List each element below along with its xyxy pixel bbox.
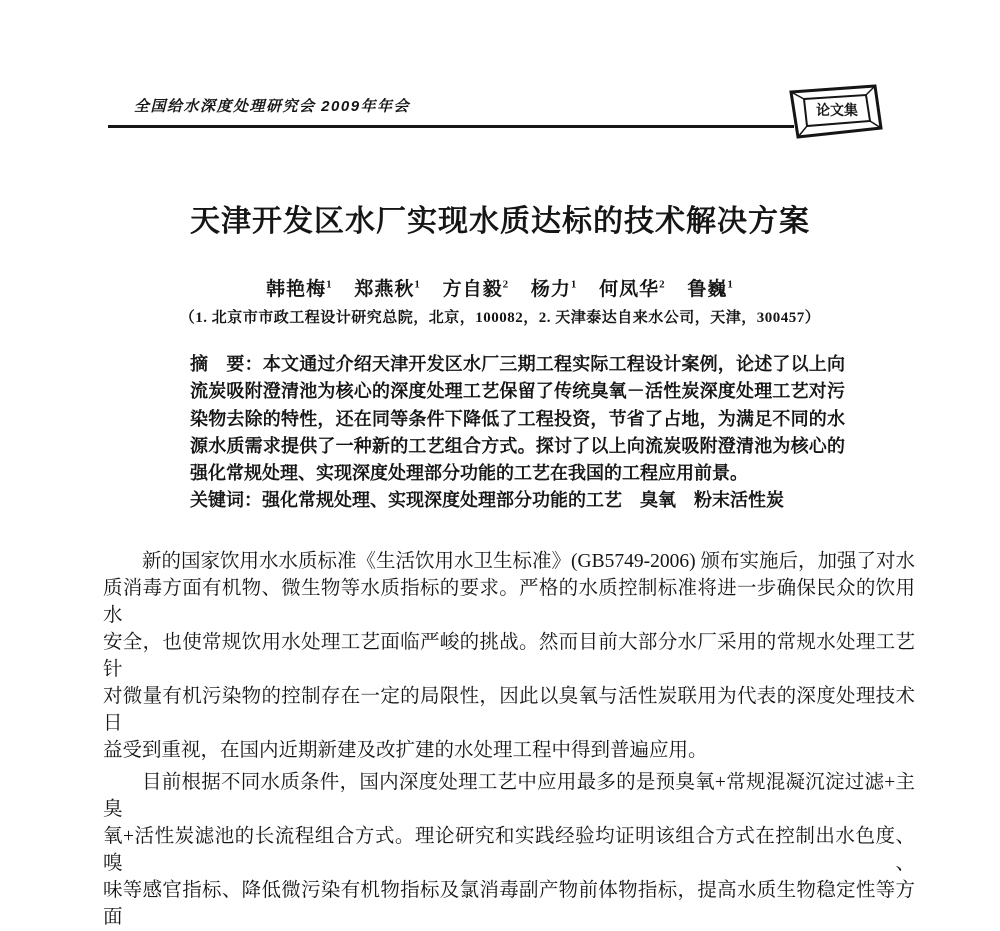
author-affil-sup: 1	[570, 278, 578, 291]
body-line: 质消毒方面有机物、微生物等水质指标的要求。严格的水质控制标准将进一步确保民众的饮用水	[103, 578, 915, 626]
body-line: 新的国家饮用水水质标准《生活饮用水卫生标准》(GB5749-2006) 颁布实施后，加强了对水	[142, 551, 915, 572]
affiliation-line: （1. 北京市市政工程设计研究总院，北京，100082，2. 天津泰达自来水公司，天津，300457）	[179, 310, 821, 326]
author-affil-sup: 1	[414, 278, 421, 291]
body-text	[103, 548, 915, 931]
body-line: 目前根据不同水质条件，国内深度处理工艺中应用最多的是预臭氧+常规混凝沉淀过滤+主臭	[103, 772, 915, 820]
abstract-line: 流炭吸附澄清池为核心的深度处理工艺保留了传统臭氧－活性炭深度处理工艺对污	[190, 381, 845, 402]
author-affil-sup: 2	[502, 278, 510, 291]
author-name: 韩艳梅	[266, 279, 327, 300]
author	[443, 279, 510, 300]
abstract-line: 源水质需求提供了一种新的工艺组合方式。探讨了以上向流炭吸附澄清池为核心的	[190, 435, 845, 456]
abstract-line: 强化常规处理、实现深度处理部分功能的工艺在我国的工程应用前景。	[190, 463, 748, 484]
abstract-block	[190, 351, 845, 515]
proceedings-stamp	[787, 83, 885, 141]
paragraph	[103, 769, 915, 931]
author-name: 郑燕秋	[354, 279, 415, 300]
author	[687, 279, 734, 300]
author-name: 方自毅	[442, 279, 503, 300]
author	[531, 279, 578, 300]
abstract-line: 摘 要：本文通过介绍天津开发区水厂三期工程实际工程设计案例，论述了以上向	[190, 354, 845, 374]
author	[599, 279, 666, 300]
author-affil-sup: 1	[326, 278, 333, 291]
author	[354, 279, 421, 300]
author-name: 杨力	[530, 279, 571, 300]
conference-header: 全国给水深度处理研究会 2009年年会	[134, 98, 411, 115]
authors-line	[0, 274, 1000, 301]
author	[266, 279, 333, 300]
author-affil-sup: 2	[659, 278, 666, 291]
body-line: 氧+活性炭滤池的长流程组合方式。理论研究和实践经验均证明该组合方式在控制出水色度、嗅、	[103, 826, 915, 874]
keywords-line: 关键词：强化常规处理、实现深度处理部分功能的工艺 臭氧 粉末活性炭	[190, 490, 784, 511]
body-line: 安全，也使常规饮用水处理工艺面临严峻的挑战。然而目前大部分水厂采用的常规水处理工艺针	[103, 632, 915, 680]
author-name: 何凤华	[599, 279, 660, 300]
body-line: 益受到重视，在国内近期新建及改扩建的水处理工程中得到普遍应用。	[103, 740, 708, 761]
stamp-label: 论文集	[816, 102, 858, 118]
paragraph	[103, 548, 915, 764]
body-line: 味等感官指标、降低微污染有机物指标及氯消毒副产物前体物指标，提高水质生物稳定性等方面	[103, 880, 915, 928]
paper-title: 天津开发区水厂实现水质达标的技术解决方案	[190, 205, 810, 238]
body-line: 对微量有机污染物的控制存在一定的局限性，因此以臭氧与活性炭联用为代表的深度处理技术日	[103, 686, 915, 734]
abstract-line: 染物去除的特性，还在同等条件下降低了工程投资，节省了占地，为满足不同的水	[190, 408, 845, 429]
author-affil-sup: 1	[727, 278, 734, 291]
author-name: 鲁巍	[687, 279, 728, 300]
stamp-3d-box-icon	[787, 83, 885, 141]
header-rule	[108, 125, 794, 128]
